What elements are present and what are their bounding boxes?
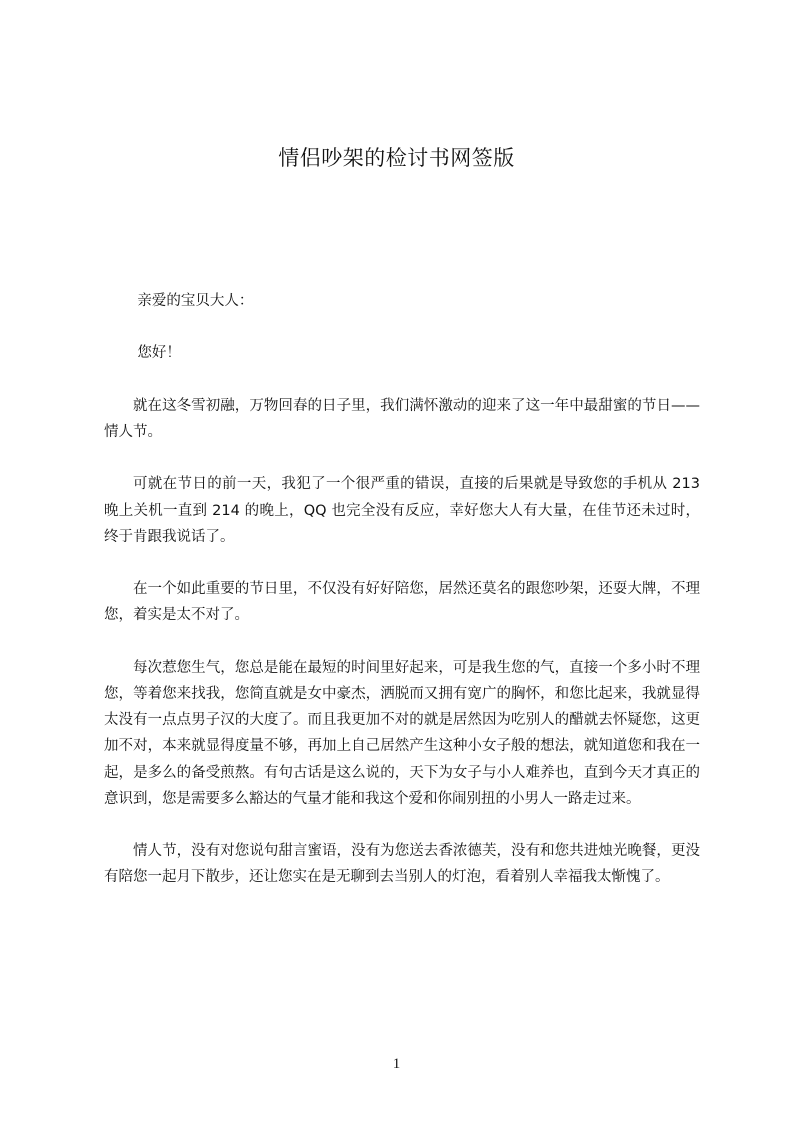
document-body [104, 288, 700, 917]
paragraph-5: 情人节，没有对您说句甜言蜜语，没有为您送去香浓德芙，没有和您共进烛光晚餐，更没有陪您一起月下散步，还让您实在是无聊到去当别人的灯泡，看着别人幸福我太惭愧了。 [104, 843, 700, 886]
paragraph-4: 每次惹您生气，您总是能在最短的时间里好起来，可是我生您的气，直接一个多小时不理您，等着您来找我，您简直就是女中豪杰，洒脱而又拥有宽广的胸怀，和您比起来，我就显得太没有一点点男子汉的大度了。而且我更加不对的就是居然因为吃别人的醋就去怀疑您，这更加不对，本来就显得度量不够，再加上自己居然产生这种小女子般的想法，就知道您和我在一起，是多么的备受煎熬。有句古话是这么说的，天下为女子与小人难养也，直到今天才真正的意识到，您是需要多么豁达的气量才能和我这个爱和你闹别扭的小男人一路走过来。 [104, 659, 700, 807]
greeting: 您好！ [137, 345, 181, 362]
paragraph-1: 就在这冬雪初融，万物回春的日子里，我们满怀激动的迎来了这一年中最甜蜜的节日——情人节。 [104, 397, 700, 440]
document-title: 情侣吵架的检讨书网签版 [278, 146, 515, 170]
page-number: 1 [392, 1056, 401, 1072]
paragraph-3: 在一个如此重要的节日里，不仅没有好好陪您，居然还莫名的跟您吵架，还耍大牌，不理您，着实是太不对了。 [104, 581, 700, 624]
paragraph-2: 可就在节日的前一天，我犯了一个很严重的错误，直接的后果就是导致您的手机从 213 晚上关机一直到 214 的晚上，QQ 也完全没有反应，幸好您大人有大量，在佳节还未过时，终于肯跟我说话了。 [104, 476, 700, 545]
salutation: 亲爱的宝贝大人： [137, 293, 254, 309]
